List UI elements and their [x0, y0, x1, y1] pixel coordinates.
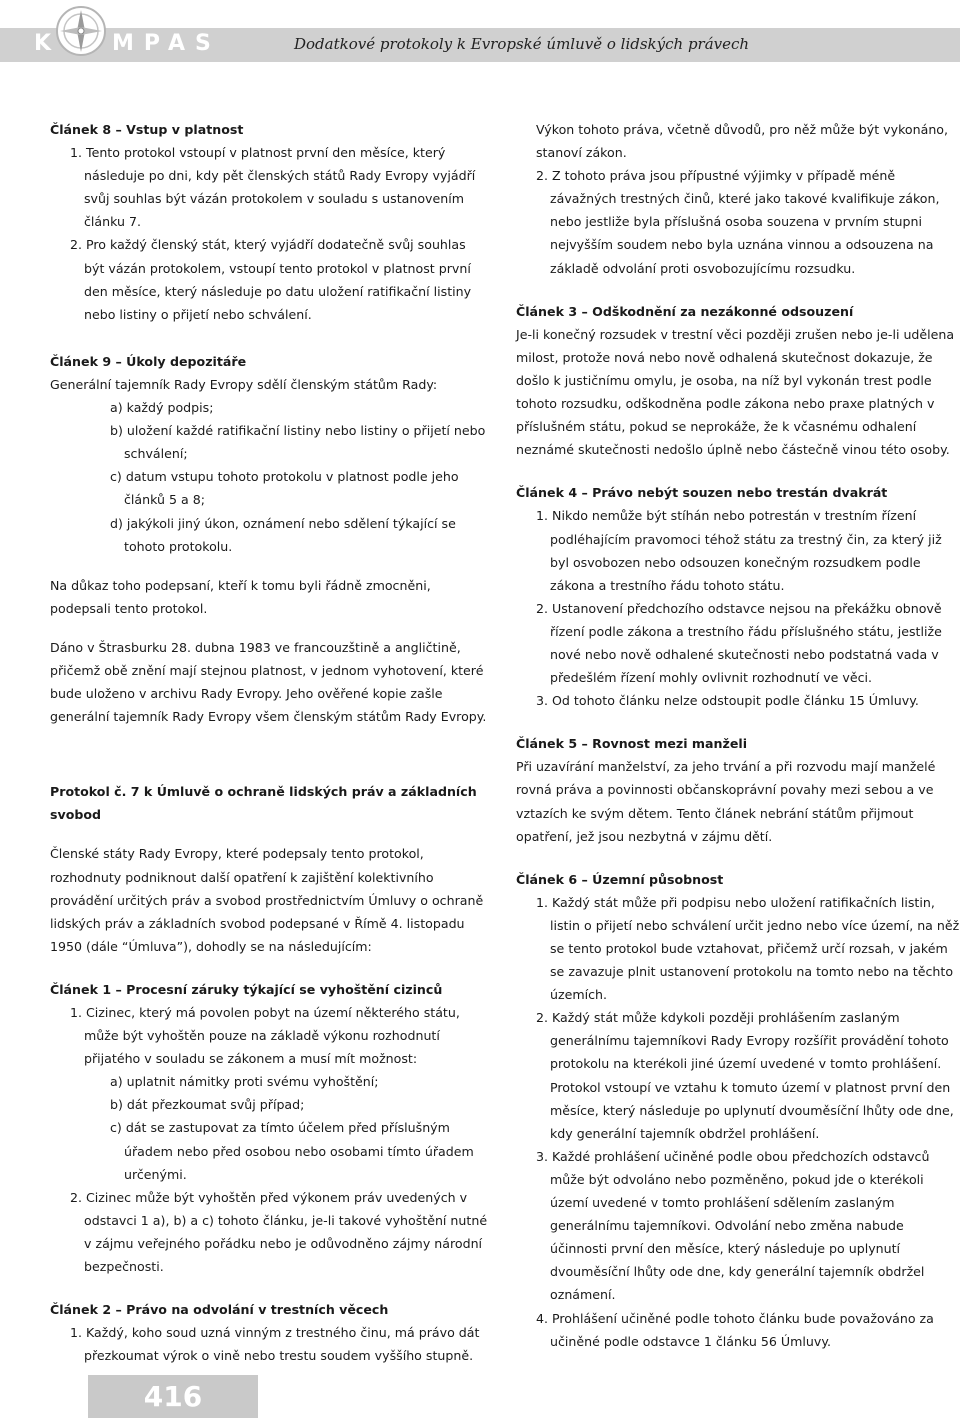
article-6-paragraph-2: 2. Každý stát může kdykoli později prohlášením zaslaným generálnímu tajemníkovi Rady Evropy rozšířit provádění tohoto protokolu na kterékoli jiné území uvedené v tomto prohlášení. Protokol vstoupí ve vztahu k tomuto území v platnost první den měsíce, který následuje po uplynutí dvouměsíční lhůty ode dne, kdy generální tajemník obdržel prohlášení. — [536, 1010, 954, 1141]
article-9-intro: Generální tajemník Rady Evropy sdělí členským státům Rady: — [50, 376, 438, 392]
article-9-heading: Článek 9 – Úkoly depozitáře — [50, 353, 247, 369]
article-4-paragraph-3: 3. Od tohoto článku nelze odstoupit podle článku 15 Úmluvy. — [536, 693, 919, 709]
article-8-heading: Článek 8 – Vstup v platnost — [50, 122, 244, 137]
logo-letters-mpas: MPAS — [112, 31, 221, 56]
witness-clause: Na důkaz toho podepsaní, kteří k tomu byli řádně zmocněni, podepsali tento protokol. — [50, 577, 431, 616]
page-header — [0, 0, 960, 88]
article-3-heading: Článek 3 – Odškodnění za nezákonné odsouzení — [516, 303, 854, 319]
protocol-7-article-2-paragraph-1: 1. Každý, koho soud uzná vinným z trestného činu, má právo dát přezkoumat výrok o vině nebo trestu soudem vyššího stupně. — [70, 1325, 480, 1364]
running-title: Dodatkové protokoly k Evropské úmluvě o lidských právech — [294, 35, 750, 53]
article-2-continuation: Výkon tohoto práva, včetně důvodů, pro něž může být vykonáno, stanoví zákon. — [536, 122, 949, 161]
article-5-text: Při uzavírání manželství, za jeho trvání a při rozvodu mají manželé rovná práva a povinnosti občanskoprávní povahy mezi sebou a ve vztazích ke svým dětem. Tento článek nebrání státům přijmout opatření, jež jsou nezbytná v zájmu dětí. — [516, 759, 936, 844]
protocol-7-article-2-heading: Článek 2 – Právo na odvolání v trestních věcech — [50, 1302, 389, 1318]
protocol-7-article-1-item-a: a) uplatnit námitky proti svému vyhoštění; — [110, 1074, 379, 1090]
protocol-7-heading: Protokol č. 7 k Úmluvě o ochraně lidských práv a základních svobod — [50, 784, 477, 823]
protocol-7-article-1-heading: Článek 1 – Procesní záruky týkající se vyhoštění cizinců — [50, 981, 443, 997]
article-9-item-a: a) každý podpis; — [110, 400, 214, 416]
article-2-paragraph-2: 2. Z tohoto práva jsou přípustné výjimky v případě méně závažných trestných činů, které jako takové kvalifikuje zákon, nebo jestliže byla příslušná osoba souzena v prvním stupni nejvyšším soudem nebo byla uznána vinnou a odsouzena na základě odvolání proti osvobozujícímu rozsudku. — [536, 168, 940, 276]
logo-letter-k: K — [34, 31, 62, 56]
protocol-7-article-1-paragraph-2: 2. Cizinec může být vyhoštěn před výkonem práv uvedených v odstavci 1 a), b) a c) tohoto článku, je-li takové vyhoštění nutné v zájmu veřejného pořádku nebo je odůvodněno zájmy národní bezpečnosti. — [70, 1189, 488, 1275]
article-6-paragraph-3: 3. Každé prohlášení učiněné podle obou předchozích odstavců může být odvoláno nebo pozměněno, pokud jde o kterékoli území uvedené v tomto prohlášení sdělením zaslaným generálnímu tajemníkovi. Odvolání nebo změna nabude účinnosti první den měsíce, který následuje po uplynutí dvouměsíční lhůty ode dne, kdy generální tajemník obdržel oznámení. — [536, 1148, 930, 1303]
article-6-heading: Článek 6 – Územní působnost — [516, 871, 724, 887]
right-column — [516, 118, 960, 1353]
article-4-heading: Článek 4 – Právo nebýt souzen nebo trestán dvakrát — [516, 485, 888, 501]
article-4-paragraph-1: 1. Nikdo nemůže být stíhán nebo potrestán v trestním řízení podléhajícím pravomoci téhož státu za trestný čin, za který již byl osvobozen nebo odsouzen konečným rozsudkem podle zákona a trestního řádu tohoto státu. — [536, 508, 942, 593]
article-9-item-b: b) uložení každé ratifikační listiny nebo listiny o přijetí nebo schválení; — [110, 423, 486, 462]
article-9-item-d: d) jakýkoli jiný úkon, oznámení nebo sdělení týkající se tohoto protokolu. — [110, 515, 456, 554]
page-number: 416 — [88, 1375, 258, 1418]
compass-logo-icon — [54, 4, 108, 58]
protocol-7-article-1-paragraph-1: 1. Cizinec, který má povolen pobyt na území některého státu, může být vyhoštěn pouze na základě výkonu rozhodnutí přijatého v souladu se zákonem a musí mít možnost: — [70, 1005, 460, 1067]
article-6-paragraph-1: 1. Každý stát může při podpisu nebo uložení ratifikačních listin, listin o přijetí nebo schválení určit jedno nebo více území, na něž se tento protokol bude vztahovat, přičemž určí rozsah, v jakém se zavazuje plnit ustanovení protokolu na tomto nebo na těchto územích. — [536, 894, 960, 1003]
left-column — [50, 118, 490, 1367]
article-8-paragraph-2: 2. Pro každý členský stát, který vyjádří dodatečně svůj souhlas být vázán protokolem, vstoupí tento protokol v platnost první den měsíce, který následuje po datu uložení ratifikační listiny nebo listiny o přijetí nebo schválení. — [70, 237, 472, 322]
article-5-heading: Článek 5 – Rovnost mezi manželi — [516, 736, 748, 752]
article-9-item-c: c) datum vstupu tohoto protokolu v platnost podle jeho článků 5 a 8; — [110, 469, 459, 508]
protocol-7-article-1-item-b: b) dát přezkoumat svůj případ; — [110, 1097, 305, 1113]
article-6-paragraph-4: 4. Prohlášení učiněné podle tohoto článku bude považováno za učiněné podle odstavce 1 článku 56 Úmluvy. — [536, 1310, 934, 1349]
done-clause: Dáno v Štrasburku 28. dubna 1983 ve francouzštině a angličtině, přičemž obě znění mají stejnou platnost, v jednom vyhotovení, které bude uloženo v archivu Rady Evropy. Jeho ověřené kopie zašle generální tajemník Rady Evropy všem členským státům Rady Evropy. — [50, 639, 487, 725]
protocol-7-article-1-item-c: c) dát se zastupovat za tímto účelem před příslušným úřadem nebo před osobou nebo osobami tímto úřadem určenými. — [110, 1120, 474, 1182]
article-4-paragraph-2: 2. Ustanovení předchozího odstavce nejsou na překážku obnově řízení podle zákona a trestního řádu příslušného státu, jestliže nové nebo nově odhalené skutečnosti nebo podstatná vada v předešlém řízení mohly ovlivnit rozhodnutí ve věci. — [536, 600, 942, 686]
article-8-paragraph-1: 1. Tento protokol vstoupí v platnost první den měsíce, který následuje po dni, kdy pět členských států Rady Evropy vyjádří svůj souhlas být vázán protokolem v souladu s ustanovením článku 7. — [70, 145, 476, 230]
article-3-text: Je-li konečný rozsudek v trestní věci později zrušen nebo je-li udělena milost, protože nová nebo nově odhalená skutečnost dokazuje, že došlo k justičnímu omylu, je osoba, na níž byl vykonán trest podle tohoto rozsudku, odškodněna podle zákona nebo praxe platných v příslušném státu, pokud se neprokáže, že k včasnému odhalení neznámé skutečnosti nedošlo úplně nebo částečně vinou této osoby. — [516, 326, 955, 458]
protocol-7-preamble: Členské státy Rady Evropy, které podepsaly tento protokol, rozhodnuty podniknout další opatření k zajištění kolektivního provádění určitých práv a svobod prostřednictvím Úmluvy o ochraně lidských práv a základních svobod podepsané v Římě 4. listopadu 1950 (dále “Úmluva”), dohodly se na následujícím: — [50, 846, 484, 954]
